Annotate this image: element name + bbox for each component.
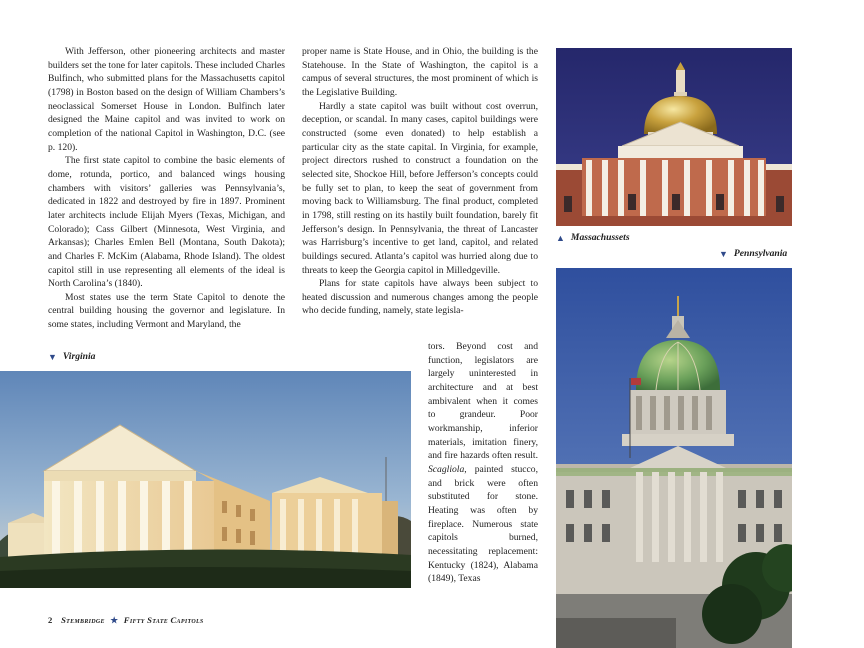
- caption-pennsylvania: [719, 248, 787, 259]
- triangle-up-icon: ▲: [556, 232, 565, 243]
- caption-virginia: [48, 351, 95, 362]
- caption-massachusetts: [556, 232, 630, 243]
- paragraph: The first state capitol to combine the basic elements of dome, rotunda, portico, and balanced wings housing chambers with visitors’ galleries was Pennsylvania’s, dedicated in 1822 and destroyed by fire in 1897. Prominent later architects include Elijah Myers (Texas, Michigan, and Colorado); Cass Gilbert (Minnesota, West Virginia, and Arkansas); Charles Emlen Bell (Montana, South Dakota); and Charles F. McKim (Alabama, Rhode Island). The oldest capitol still in use representing all elements of the ideal is North Carolina’s (1840).: [48, 155, 285, 290]
- virginia-capitol-photo: [0, 371, 411, 588]
- footer-book-title: Fifty State Capitols: [123, 615, 204, 625]
- text-column-middle-continued: [428, 340, 538, 586]
- paragraph: Plans for state capitols have always been subject to heated discussion and numerous changes among the people who decide funding, namely, state legisla-: [302, 278, 538, 317]
- text-run: tors. Beyond cost and function, legislators are largely uninterested in architecture and at best ambivalent when it comes to grandeur. Poor workmanship, inferior materials, imitation finery, and fire hazards often result.: [428, 341, 538, 462]
- triangle-down-icon: ▼: [48, 351, 57, 362]
- caption-label: Massachussets: [570, 232, 630, 243]
- footer-author: Stembridge: [61, 615, 105, 625]
- paragraph: proper name is State House, and in Ohio, the building is the Statehouse. In the State of Washington, the capitol is a campus of several structures, the most prominent of which is the Legislative Building.: [302, 46, 538, 98]
- caption-label: Pennsylvania: [733, 248, 788, 259]
- star-icon: ★: [110, 615, 119, 625]
- massachusetts-state-house-photo: [556, 48, 792, 226]
- triangle-down-icon: ▼: [719, 248, 728, 259]
- paragraph: With Jefferson, other pioneering architects and master builders set the tone for later capitols. These included Charles Bulfinch, who submitted plans for the Massachusetts capitol (1798) in Boston based on the design of William Chambers’s neoclassical Somerset House in London. Bulfinch later designed the Maine capitol and was invited to work on completion of the national Capitol in Washington, D.C. (see p. 120).: [48, 46, 285, 153]
- caption-label: Virginia: [62, 351, 96, 362]
- pennsylvania-capitol-photo: [556, 268, 792, 648]
- italic-term: Scagliola: [428, 463, 465, 475]
- text-column-middle: [302, 45, 538, 318]
- text-run: , painted stucco, and brick were often substituted for stone. Heating was often by fireplace. Numerous state capitols burned, necessitating replacement: Kentucky (1824), Alabama (1849), Texas: [428, 463, 538, 585]
- paragraph: [428, 340, 538, 586]
- text-column-left: [48, 45, 285, 332]
- page-number: 2: [48, 615, 53, 625]
- page-footer: [48, 615, 204, 626]
- paragraph: Hardly a state capitol was built without cost overrun, deception, or scandal. In many cases, capitol buildings were constructed (some even donated) to help establish a particular city as the state capital. In Virginia, for example, project directors rushed to construct a foundation on the selected site, Shockoe Hill, before Jefferson’s concepts could be fully set to plan, to keep the seat of government from moving back to Williamsburg. The final product, completed in 1798, still resting on its hastily built foundation, barely fit Jefferson’s design. In Pennsylvania, the threat of Lancaster was Harrisburg’s incentive to get land, capitol, and related buildings secured. Atlanta’s capitol was hurried along due to threats to keep the Georgia capitol in Milledgeville.: [302, 100, 538, 276]
- paragraph: Most states use the term State Capitol to denote the central building housing the governor and legislature. In some states, including Vermont and Maryland, the: [48, 291, 285, 331]
